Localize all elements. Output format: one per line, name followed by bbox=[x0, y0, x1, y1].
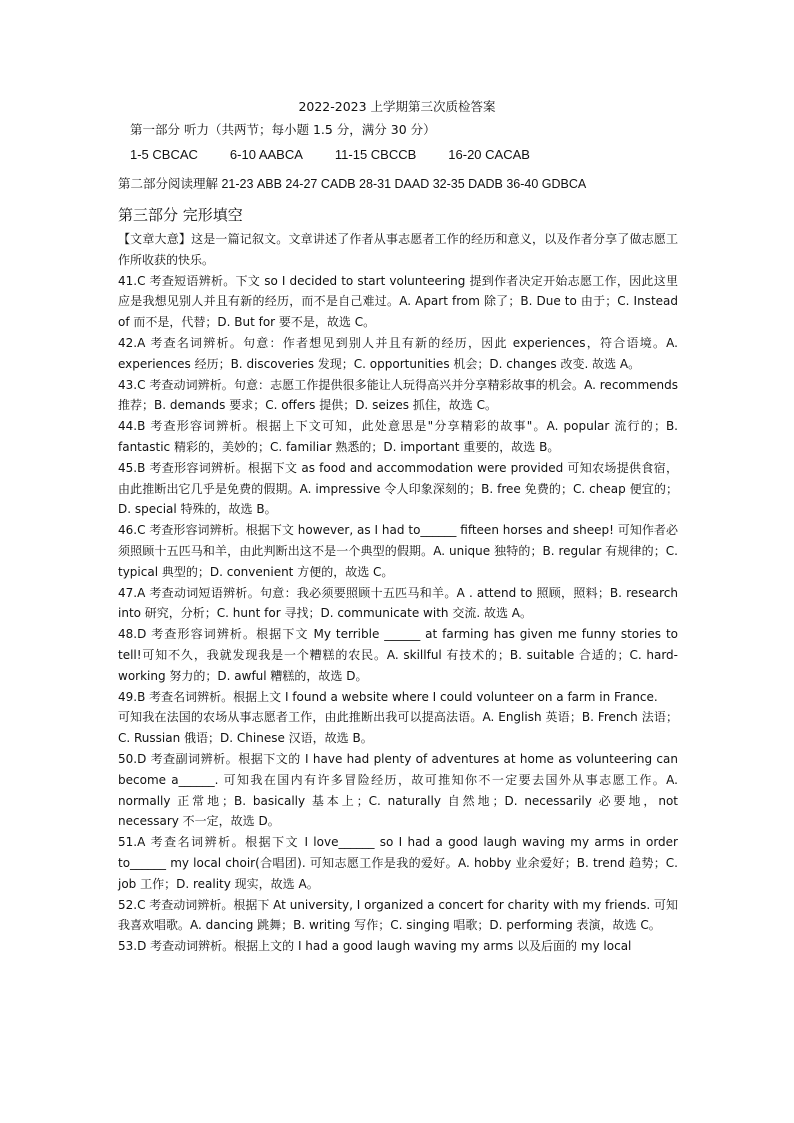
explanation-52: 52.C 考查动词辨析。根据下 At university, I organized a concert for charity with my friends. 可知我喜欢唱歌。A. dancing 跳舞；B. writing 写作；C. singing 唱歌；D. performing 表演，故选 C。 bbox=[118, 897, 678, 933]
explanation-43: 43.C 考查动词辨析。句意：志愿工作提供很多能让人玩得高兴并分享精彩故事的机会。A. recommends 推荐；B. demands 要求；C. offers 提供；D. seizes 抓住，故选 C。 bbox=[118, 377, 678, 413]
cloze-explanations bbox=[118, 229, 678, 957]
explanation-41: 41.C 考查短语辨析。下文 so I decided to start volunteering 提到作者决定开始志愿工作，因此这里应是我想见别人并且有新的经历，而不是自己难过。A. Apart from 除了；B. Due to 由于；C. Instead of 而不是，代替；D. But for 要不是，故选 C。 bbox=[118, 273, 678, 330]
explanation-51: 51.A 考查名词辨析。根据下文 I love______ so I had a good laugh waving my arms in order to______ my local choir(合唱团). 可知志愿工作是我的爱好。A. hobby 业余爱好；B. trend 趋势；C. job 工作；D. reality 现实，故选 A。 bbox=[118, 835, 678, 891]
listening-answers bbox=[130, 147, 558, 162]
answer-group: 11-15 CBCCB bbox=[334, 147, 417, 162]
explanation-49: 49.B 考查名词辨析。根据上文 I found a website where I could volunteer on a farm in France. bbox=[118, 689, 658, 704]
answer-group: 16-20 CACAB bbox=[448, 147, 530, 162]
explanation-49-cont: 可知我在法国的农场从事志愿者工作，由此推断出我可以提高法语。A. English 英语；B. French 法语；C. Russian 俄语；D. Chinese 汉语，故选 B。 bbox=[118, 710, 678, 746]
explanation-46: 46.C 考查形容词辨析。根据下文 however, as I had to______ fifteen horses and sheep! 可知作者必须照顾十五匹马和羊，由此判断出这不是一个典型的假期。A. unique 独特的；B. regular 有规律的；C. typical 典型的；D. convenient 方便的，故选 C。 bbox=[118, 523, 678, 579]
explanation-50: 50.D 考查副词辨析。根据下文的 I have had plenty of adventures at home as volunteering can become a______. 可知我在国内有许多冒险经历，故可推知你不一定要去国外从事志愿工作。A. normally 正常地；B. basically 基本上；C. naturally 自然地；D. necessarily 必要地，not necessary 不一定，故选 D。 bbox=[118, 751, 678, 829]
section1-heading: 第一部分 听力（共两节；每小题 1.5 分，满分 30 分） bbox=[130, 122, 436, 137]
section2-reading-answers: 第二部分阅读理解 21-23 ABB 24-27 CADB 28-31 DAAD 32-35 DADB 36-40 GDBCA bbox=[118, 177, 587, 191]
summary-paragraph: 【文章大意】这是一篇记叙文。文章讲述了作者从事志愿者工作的经历和意义，以及作者分享了做志愿工作所收获的快乐。 bbox=[118, 232, 678, 267]
answer-group: 6-10 AABCA bbox=[229, 147, 303, 162]
explanation-45: 45.B 考查形容词辨析。根据下文 as food and accommodation were provided 可知农场提供食宿，由此推断出它几乎是免费的假期。A. impressive 令人印象深刻的；B. free 免费的；C. cheap 便宜的；D. special 特殊的，故选 B。 bbox=[118, 460, 678, 517]
section3-heading: 第三部分 完形填空 bbox=[118, 206, 243, 224]
explanation-42: 42.A 考查名词辨析。句意：作者想见到别人并且有新的经历，因此 experiences，符合语境。A. experiences 经历；B. discoveries 发现；C. opportunities 机会；D. changes 改变. 故选 A。 bbox=[118, 335, 678, 371]
answer-group: 1-5 CBCAC bbox=[130, 147, 198, 162]
explanation-47: 47.A 考查动词短语辨析。句意：我必须要照顾十五匹马和羊。A . attend to 照顾，照料；B. research into 研究，分析；C. hunt for 寻找；D. communicate with 交流. 故选 A。 bbox=[118, 585, 678, 621]
document-title: 2022-2023 上学期第三次质检答案 bbox=[298, 99, 496, 114]
explanation-44: 44.B 考查形容词辨析。根据上下文可知，此处意思是"分享精彩的故事"。A. popular 流行的；B. fantastic 精彩的，美妙的；C. familiar 熟悉的；D. important 重要的，故选 B。 bbox=[118, 419, 678, 454]
explanation-53: 53.D 考查动词辨析。根据上文的 I had a good laugh waving my arms 以及后面的 my local bbox=[118, 939, 632, 954]
explanation-48: 48.D 考查形容词辨析。根据下文 My terrible ______ at farming has given me funny stories to tell!可知不久，我就发现我是一个糟糕的农民。A. skillful 有技术的；B. suitable 合适的；C. hard-working 努力的；D. awful 糟糕的，故选 D。 bbox=[118, 627, 678, 683]
